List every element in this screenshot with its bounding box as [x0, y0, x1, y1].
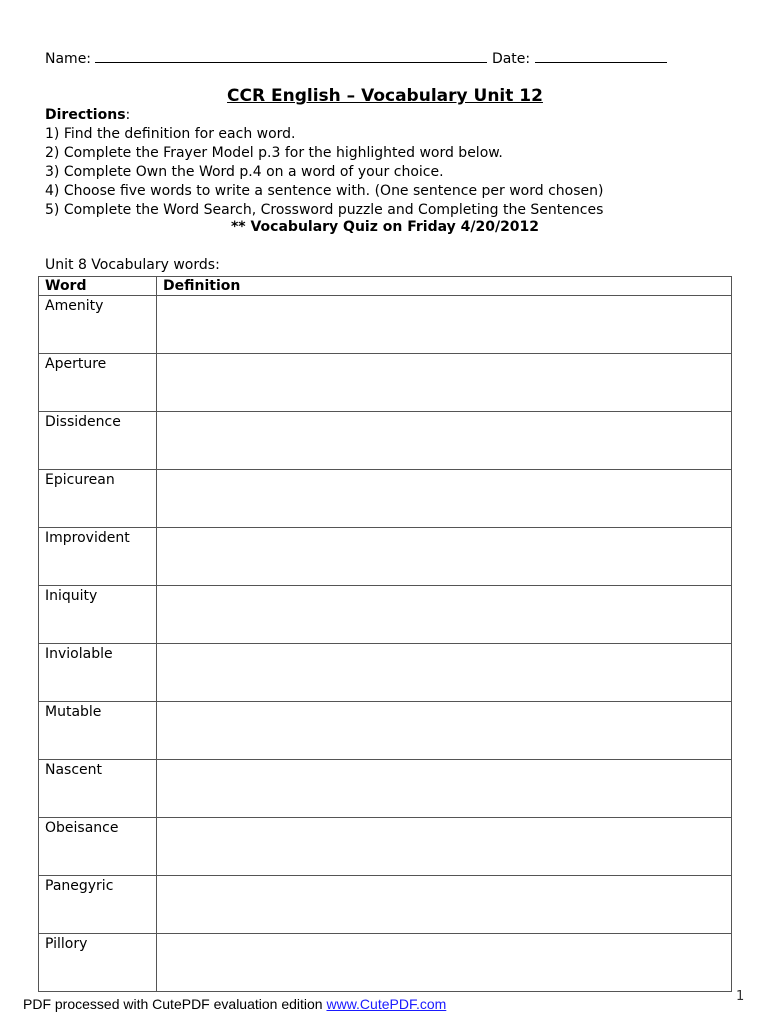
table-row: [39, 876, 732, 934]
vocab-table: [38, 276, 732, 992]
table-row: [39, 528, 732, 586]
word-cell: Panegyric: [39, 876, 157, 934]
name-date-line: [45, 48, 667, 66]
date-field[interactable]: [535, 48, 667, 63]
name-field[interactable]: [95, 48, 487, 63]
table-row: [39, 586, 732, 644]
word-cell: Epicurean: [39, 470, 157, 528]
table-row: [39, 934, 732, 992]
directions-colon: :: [125, 107, 131, 123]
definition-cell[interactable]: [157, 760, 732, 818]
definition-cell[interactable]: [157, 818, 732, 876]
table-row: [39, 470, 732, 528]
definition-column-header: Definition: [157, 277, 732, 296]
directions-heading: [45, 106, 603, 125]
word-cell: Improvident: [39, 528, 157, 586]
word-column-header: Word: [39, 277, 157, 296]
definition-cell[interactable]: [157, 354, 732, 412]
vocab-list-label: Unit 8 Vocabulary words:: [45, 257, 220, 273]
direction-item: 2) Complete the Frayer Model p.3 for the highlighted word below.: [45, 145, 503, 161]
word-cell: Inviolable: [39, 644, 157, 702]
word-cell: Mutable: [39, 702, 157, 760]
date-label: Date:: [491, 51, 531, 67]
directions-label: Directions: [45, 107, 126, 123]
definition-cell[interactable]: [157, 296, 732, 354]
name-label: Name:: [45, 51, 92, 67]
word-cell: Nascent: [39, 760, 157, 818]
definition-cell[interactable]: [157, 702, 732, 760]
footer-watermark: [23, 996, 446, 1012]
table-row: [39, 760, 732, 818]
word-cell: Pillory: [39, 934, 157, 992]
definition-cell[interactable]: [157, 470, 732, 528]
table-header-row: [39, 277, 732, 296]
page-title: CCR English – Vocabulary Unit 12: [227, 86, 543, 106]
page-number: 1: [736, 989, 745, 1004]
cutepdf-link[interactable]: www.CutePDF.com: [326, 996, 447, 1012]
definition-cell[interactable]: [157, 528, 732, 586]
direction-item: 4) Choose five words to write a sentence with. (One sentence per word chosen): [45, 183, 604, 199]
direction-item: 1) Find the definition for each word.: [45, 126, 296, 142]
definition-cell[interactable]: [157, 644, 732, 702]
direction-item: 5) Complete the Word Search, Crossword puzzle and Completing the Sentences: [45, 202, 604, 218]
definition-cell[interactable]: [157, 586, 732, 644]
word-cell: Dissidence: [39, 412, 157, 470]
table-row: [39, 818, 732, 876]
table-row: [39, 354, 732, 412]
table-row: [39, 412, 732, 470]
table-row: [39, 296, 732, 354]
direction-item: 3) Complete Own the Word p.4 on a word of your choice.: [45, 164, 444, 180]
word-cell: Obeisance: [39, 818, 157, 876]
word-cell: Aperture: [39, 354, 157, 412]
word-cell: Iniquity: [39, 586, 157, 644]
definition-cell[interactable]: [157, 876, 732, 934]
footer-text: PDF processed with CutePDF evaluation edition: [23, 996, 327, 1012]
word-cell: Amenity: [39, 296, 157, 354]
table-row: [39, 644, 732, 702]
table-row: [39, 702, 732, 760]
definition-cell[interactable]: [157, 934, 732, 992]
directions-block: [45, 106, 603, 220]
definition-cell[interactable]: [157, 412, 732, 470]
quiz-note: ** Vocabulary Quiz on Friday 4/20/2012: [230, 219, 540, 235]
